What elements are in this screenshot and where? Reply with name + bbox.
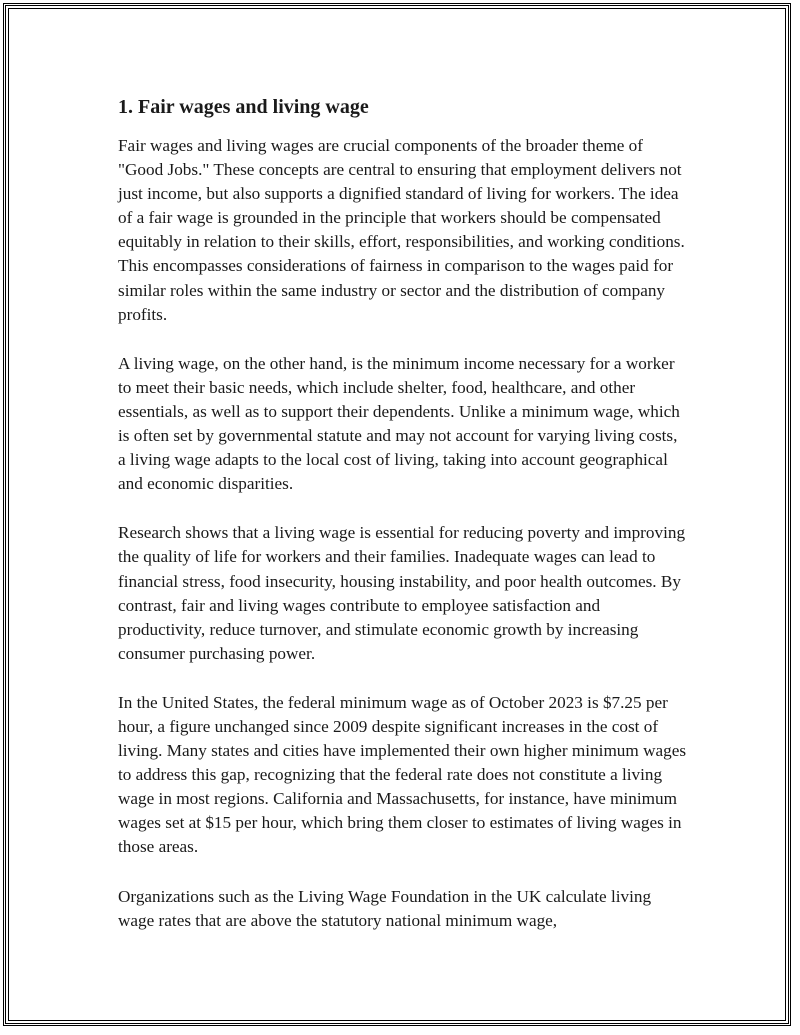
paragraph-organizations: Organizations such as the Living Wage Foundation in the UK calculate living wage rates that are above the statutory national minimum wage, xyxy=(118,886,652,930)
paragraph-fair-wages: Fair wages and living wages are crucial components of the broader theme of "Good Jobs." These concepts are central to ensuring that employment delivers not just income, but also supports a dignified standard of living for workers. The idea of a fair wage is grounded in the principle that workers should be compensated equitably in relation to their skills, effort, responsibilities, and working conditions. This encompasses considerations of fairness in comparison to the wages paid for similar roles within the same industry or sector and the distribution of company profits. xyxy=(118,136,685,324)
document-body xyxy=(118,94,688,958)
paragraph-research: Research shows that a living wage is essential for reducing poverty and improving the quality of life for workers and their families. Inadequate wages can lead to financial stress, food insecurity, housing instability, and poor health outcomes. By contrast, fair and living wages contribute to employee satisfaction and productivity, reduce turnover, and stimulate economic growth by increasing consumer purchasing power. xyxy=(118,523,686,663)
paragraph-living-wage: A living wage, on the other hand, is the minimum income necessary for a worker to meet their basic needs, which include shelter, food, healthcare, and other essentials, as well as to support their dependents. Unlike a minimum wage, which is often set by governmental statute and may not account for varying living costs, a living wage adapts to the local cost of living, taking into account geographical and economic disparities. xyxy=(118,353,680,494)
paragraph-united-states: In the United States, the federal minimum wage as of October 2023 is $7.25 per hour, a figure unchanged since 2009 despite significant increases in the cost of living. Many states and cities have implemented their own higher minimum wages to address this gap, recognizing that the federal rate does not constitute a living wage in most regions. California and Massachusetts, for instance, have minimum wages set at $15 per hour, which bring them closer to estimates of living wages in those areas. xyxy=(118,692,687,857)
section-heading: 1. Fair wages and living wage xyxy=(118,96,369,118)
